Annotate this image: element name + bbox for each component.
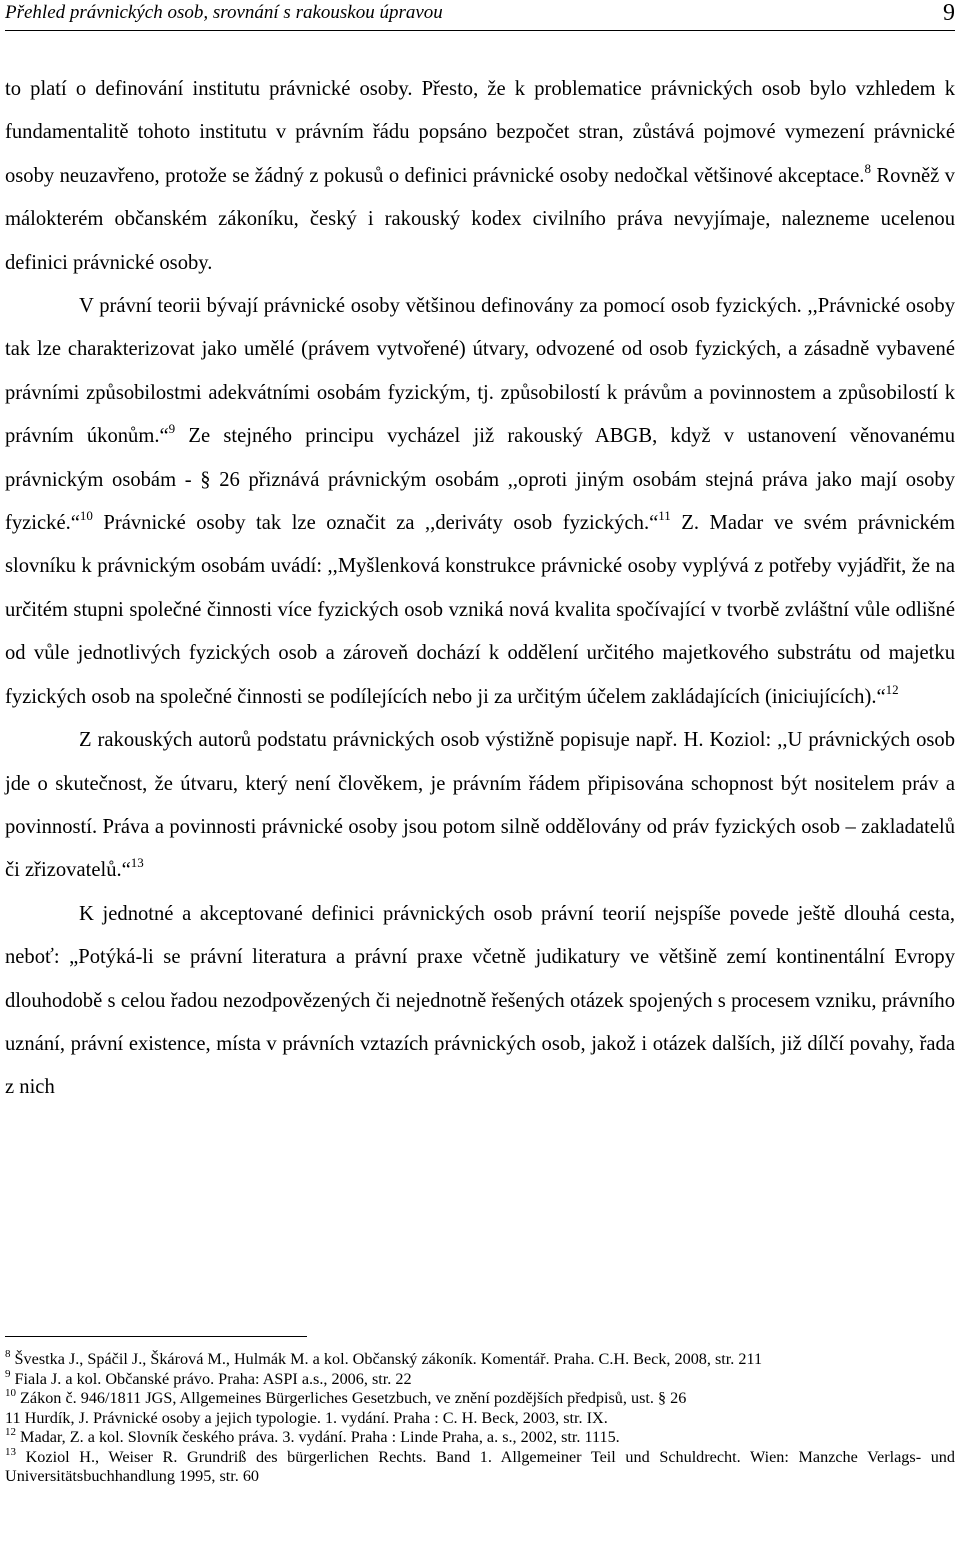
footnote-text: Zákon č. 946/1811 JGS, Allgemeines Bürgerliches Gesetzbuch, ve znění pozdějších předpisů, ust. § 26	[16, 1389, 687, 1407]
footnote	[5, 1367, 955, 1390]
paragraph	[5, 719, 955, 893]
footnote-text: Madar, Z. a kol. Slovník českého práva. 3. vydání. Praha : Linde Praha, a. s., 2002, str. 1115.	[16, 1428, 620, 1446]
footnote-number: 9	[5, 1367, 11, 1380]
footnote-number: 12	[5, 1426, 16, 1438]
footnote-text: Koziol H., Weiser R. Grundriß des bürgerlichen Rechts. Band 1. Allgemeiner Teil und Schuldrecht. Wien: Manzche Verlags- und Universitätsbuchhandlung 1995, str. 60	[5, 1447, 955, 1485]
paragraph	[5, 893, 955, 1110]
footnote-text: Fiala J. a kol. Občanské právo. Praha: ASPI a.s., 2006, str. 22	[10, 1369, 412, 1388]
footnote-text: 11 Hurdík, J. Právnické osoby a jejich typologie. 1. vydání. Praha : C. H. Beck, 2003, str. IX.	[5, 1408, 608, 1427]
footnote	[5, 1350, 955, 1370]
paragraph-text: Ze stejného principu vycházel již rakouský ABGB, když v ustanovení věnovanému právnickým osobám - § 26 přiznává právnickým osobám ,,oproti jiným osobám stejná práva jako mají osoby fyzické.“	[5, 425, 955, 535]
running-title: Přehled právnických osob, srovnání s rakouskou úpravou	[5, 2, 443, 23]
paragraph-text: V právní teorii bývají právnické osoby většinou definovány za pomocí osob fyzických. ,,Právnické osoby tak lze charakterizovat jako umělé (právem vytvořené) útvary, odvozené od osob fyzických, a zásadně vybavené právními způsobilostmi adekvátními osobám fyzickým, tj. způsobilostí k právům a povinnostem a způsobilostí k právním úkonům.“	[5, 295, 955, 448]
footnote-number: 13	[5, 1445, 16, 1458]
footnote-ref[interactable]: 10	[79, 508, 93, 524]
footnote-ref[interactable]: 8	[864, 160, 871, 176]
paragraph-text: K jednotné a akceptované definici právnických osob právní teorií nejspíše povede ještě dlouhá cesta, neboť: „Potýká-li se právní literatura a právní praxe včetně judikatury ve většině zemí kontinentální Evropy dlouhodobě s celou řadou nezodpovězených či nejednotně řešených otázek spojených s procesem vzniku, právního uznání, právní existence, místa v právních vztazích právnických osob, jakož i otázek dalších, již dílčí povahy, řada z nich	[5, 902, 955, 1099]
footnote	[5, 1409, 955, 1429]
paragraph-text: Z. Madar ve svém právnickém slovníku k právnickým osobám uvádí: ,,Myšlenková konstrukce právnické osoby vyplývá z potřeby vyjádřit, že na určitém stupni společné činnosti více fyzických osob vzniká nová kvalita spočívající v tvorbě zvláštní vůle odlišné od vůle jednotlivých fyzických osob a zároveň dochází k oddělení určitého majetkového substrátu od majetku fyzických osob na společné činnosti se podílejících nebo ji za určitým účelem zakládajících (iniciujících).“	[5, 512, 955, 708]
footnote-number: 10	[5, 1387, 16, 1399]
footnote	[5, 1389, 955, 1409]
paragraph-text: Právnické osoby tak lze označit za ,,deriváty osob fyzických.“	[92, 512, 659, 535]
footnote	[5, 1445, 955, 1487]
footnote-separator	[5, 1336, 307, 1337]
footnotes	[5, 1350, 955, 1487]
body-text	[5, 68, 955, 1110]
footnote	[5, 1428, 955, 1448]
page-number: 9	[943, 0, 955, 26]
paragraph-text: to platí o definování institutu právnické osoby. Přesto, že k problematice právnických osob bylo vzhledem k fundamentalitě tohoto institutu v právním řádu popsáno bezpočet stran, zůstává pojmové vymezení právnické osoby neuzavřeno, protože se žádný z pokusů o definici právnické osoby nedočkal většinové akceptace.	[5, 78, 955, 187]
footnote-ref[interactable]: 9	[168, 421, 176, 437]
page-header	[5, 0, 955, 31]
footnote-ref[interactable]: 11	[658, 508, 671, 524]
footnote-ref[interactable]: 13	[130, 855, 144, 871]
paragraph-text: Z rakouských autorů podstatu právnických osob výstižně popisuje např. H. Koziol: ,,U právnických osob jde o skutečnost, že útvaru, který není člověkem, je právním řádem připisována schopnost být nositelem práv a povinností. Práva a povinnosti právnické osoby jsou potom silně oddělovány od práv fyzických osob – zakladatelů či zřizovatelů.“	[5, 729, 955, 882]
paragraph-text: Rovněž v málokterém občanském zákoníku, český i rakouský kodex civilního práva nevyjímaje, nalezneme ucelenou definici právnické osoby.	[5, 164, 955, 274]
paragraph	[5, 68, 955, 285]
paragraph	[5, 285, 955, 719]
footnote-number: 8	[5, 1348, 11, 1360]
footnote-ref[interactable]: 12	[885, 681, 899, 697]
footnote-text: Švestka J., Spáčil J., Škárová M., Hulmák M. a kol. Občanský zákoník. Komentář. Praha. C.H. Beck, 2008, str. 211	[10, 1350, 763, 1368]
